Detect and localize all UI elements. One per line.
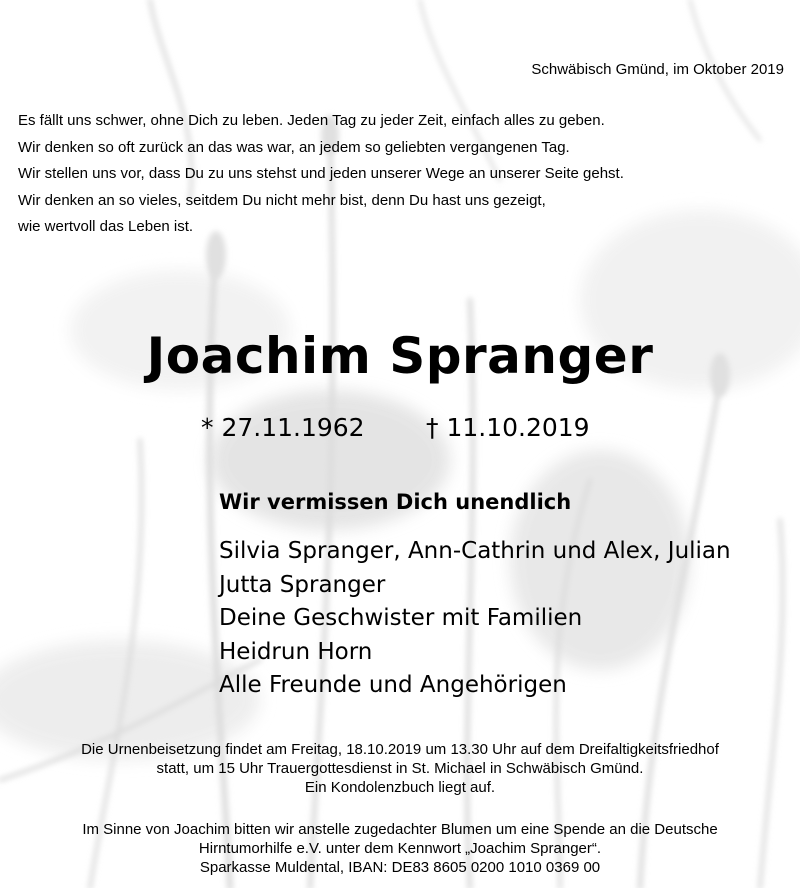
birth-date: * 27.11.1962 <box>201 413 365 442</box>
poem-line: wie wertvoll das Leben ist. <box>18 218 194 235</box>
poem-line: Wir denken so oft zurück an das was war, an jedem so geliebten vergangenen Tag. <box>18 138 570 156</box>
mourner-name: Jutta Spranger <box>219 571 386 598</box>
poem-line: Wir denken an so vieles, seitdem Du nicht mehr bist, denn Du hast uns gezeigt, <box>18 191 546 209</box>
donation-notice <box>0 820 800 877</box>
notice-line: statt, um 15 Uhr Trauergottesdienst in St. Michael in Schwäbisch Gmünd. <box>156 760 644 777</box>
mourner-name: Heidrun Horn <box>219 638 373 665</box>
deceased-name: Joachim Spranger <box>146 327 654 385</box>
poem <box>18 108 624 241</box>
mourners-heading: Wir vermissen Dich unendlich <box>219 490 572 514</box>
funeral-notice <box>0 740 800 797</box>
poem-line: Wir stellen uns vor, dass Du zu uns stehst und jeden unserer Wege an unserer Seite gehst. <box>18 165 624 182</box>
poem-line: Es fällt uns schwer, ohne Dich zu leben. Jeden Tag zu jeder Zeit, einfach alles zu geben. <box>18 112 605 129</box>
mourner-name: Alle Freunde und Angehörigen <box>219 672 567 698</box>
notice-line: Hirntumorhilfe e.V. unter dem Kennwort „Joachim Spranger“. <box>198 840 602 857</box>
notice-line: Sparkasse Muldental, IBAN: DE83 8605 0200 1010 0369 00 <box>199 859 601 876</box>
place-date: Schwäbisch Gmünd, im Oktober 2019 <box>531 61 784 78</box>
mourners-list <box>219 535 731 703</box>
mourner-name: Deine Geschwister mit Familien <box>219 605 583 631</box>
notice-line: Ein Kondolenzbuch liegt auf. <box>304 779 496 796</box>
notice-line: Die Urnenbeisetzung findet am Freitag, 18.10.2019 um 13.30 Uhr auf dem Dreifaltigkeitsfriedhof <box>81 741 719 758</box>
notice-line: Im Sinne von Joachim bitten wir anstelle zugedachter Blumen um eine Spende an die Deutsche <box>82 821 718 838</box>
mourner-name: Silvia Spranger, Ann-Cathrin und Alex, Julian <box>219 538 731 564</box>
death-date: † 11.10.2019 <box>426 413 590 442</box>
